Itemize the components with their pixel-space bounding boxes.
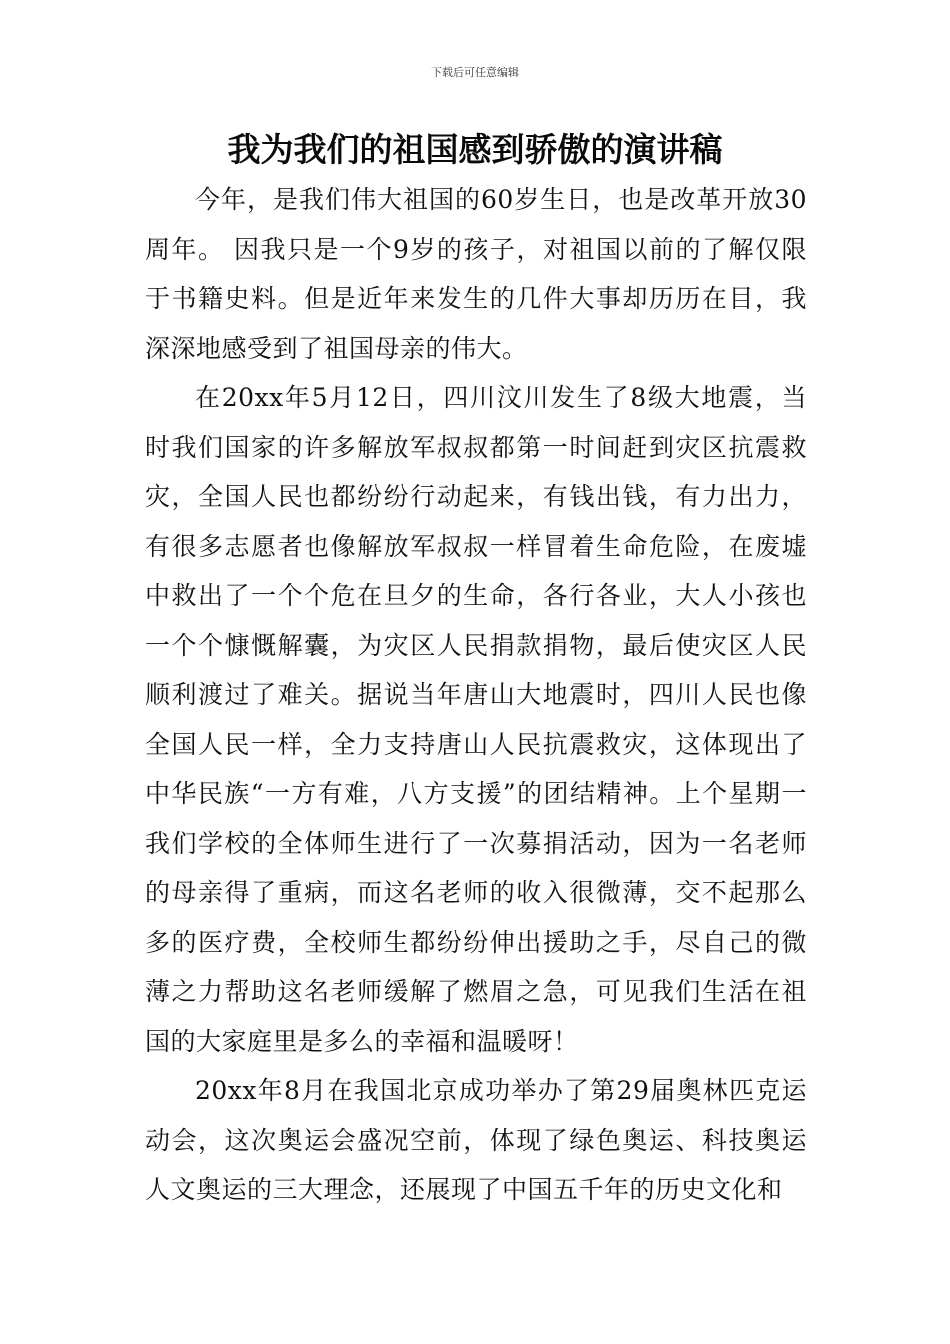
paragraph: 在20xx年5月12日，四川汶川发生了8级大地震，当时我们国家的许多解放军叔叔都第一时间赶到灾区抗震救灾，全国人民也都纷纷行动起来，有钱出钱，有力出力，有很多志愿者也像解放军叔叔一样冒着生命危险，在废墟中救出了一个个危在旦夕的生命，各行各业，大人小孩也一个个慷慨解囊，为灾区人民捐款捐物，最后使灾区人民顺利渡过了难关。据说当年唐山大地震时，四川人民也像全国人民一样，全力支持唐山人民抗震救灾，这体现出了中华民族“一方有难，八方支援”的团结精神。上个星期一我们学校的全体师生进行了一次募捐活动，因为一名老师的母亲得了重病，而这名老师的收入很微薄，交不起那么多的医疗费，全校师生都纷纷伸出援助之手，尽自己的微薄之力帮助这名老师缓解了燃眉之急，可见我们生活在祖国的大家庭里是多么的幸福和温暖呀！ [145,383,807,1056]
paragraph: 今年，是我们伟大祖国的60岁生日，也是改革开放30周年。 因我只是一个9岁的孩子，对祖国以前的了解仅限于书籍史料。但是近年来发生的几件大事却历历在目，我深深地感受到了祖国母亲的伟大。 [145,185,807,363]
document-body [145,175,807,1215]
header-note: 下载后可任意编辑 [431,66,519,79]
paragraph: 20xx年8月在我国北京成功举办了第29届奥林匹克运动会，这次奥运会盛况空前，体现了绿色奥运、科技奥运人文奥运的三大理念，还展现了中国五千年的历史文化和 [145,1076,807,1204]
document-title: 我为我们的祖国感到骄傲的演讲稿 [227,130,723,169]
